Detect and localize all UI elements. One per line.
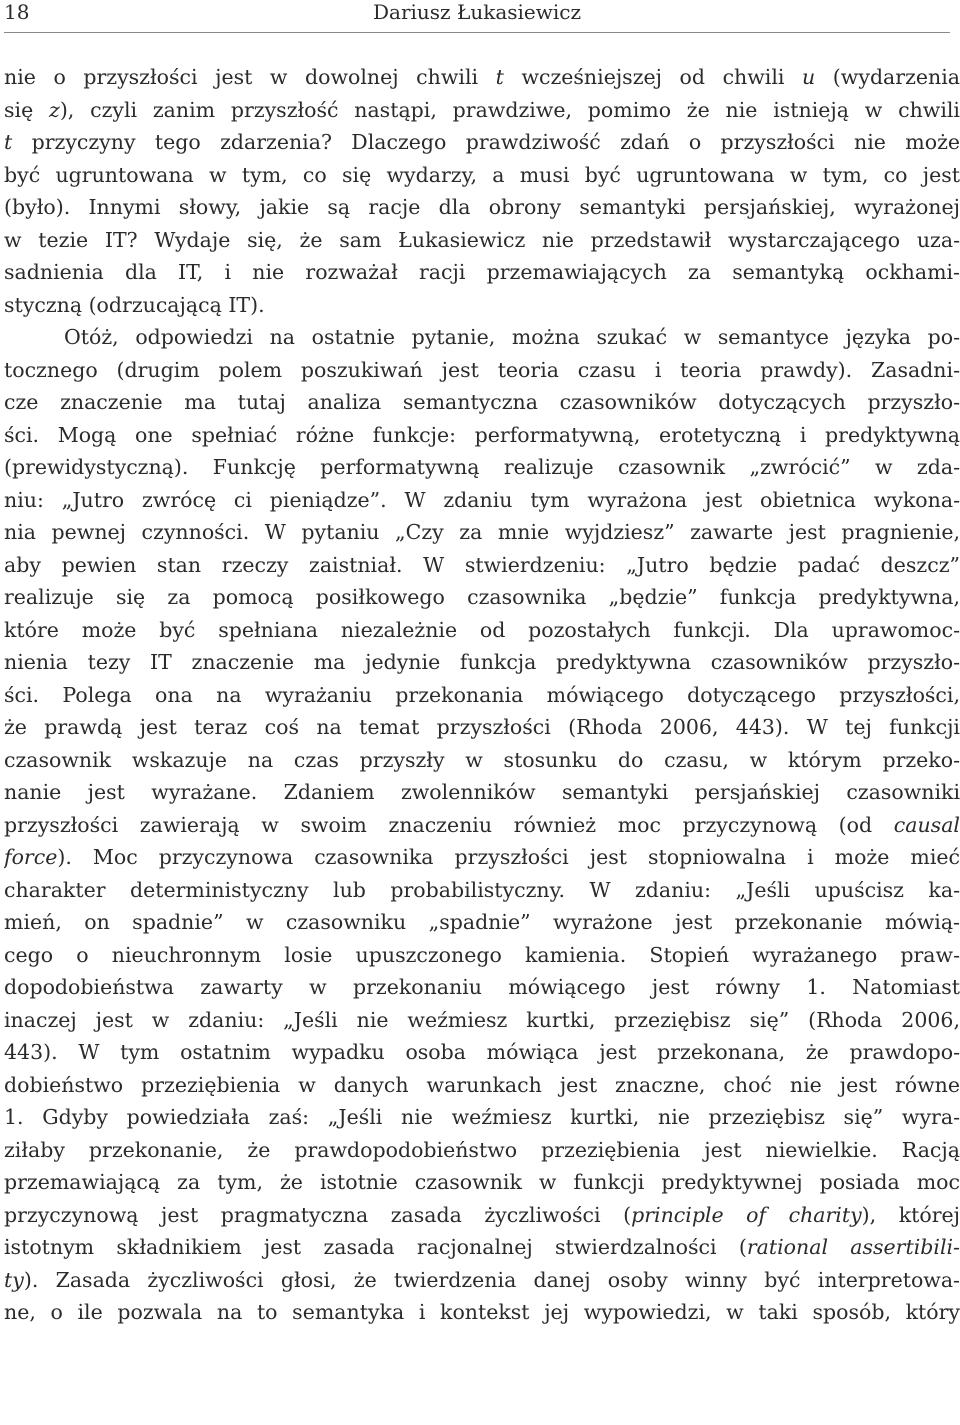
text-line: niu: „Jutro zwrócę ci pieniądze”. W zdaniu tym wyrażona jest obietnica wykona- xyxy=(4,487,960,512)
text-line: ści. Mogą one spełniać różne funkcje: performatywną, erotetyczną i predyktywną xyxy=(4,422,960,447)
text-line: nienia tezy IT znaczenie ma jedynie funkcja predyktywna czasowników przyszło- xyxy=(4,650,960,674)
text-line: tocznego (drugim polem poszukiwań jest teoria czasu i teoria prawdy). Zasadni- xyxy=(4,357,960,382)
text-line: ziłaby przekonanie, że prawdopodobieństwo przeziębienia jest niewielkie. Racją xyxy=(4,1137,960,1162)
running-head xyxy=(4,0,950,33)
page-number: 18 xyxy=(4,0,30,24)
text-line: że prawdą jest teraz coś na temat przyszłości (Rhoda 2006, 443). W tej funkcji xyxy=(4,715,960,739)
text-line: force). Moc przyczynowa czasownika przyszłości jest stopniowalna i może mieć xyxy=(4,845,960,869)
text-line: aby pewien stan rzeczy zaistniał. W stwierdzeniu: „Jutro będzie padać deszcz” xyxy=(4,552,960,577)
text-line: dopodobieństwa zawarty w przekonaniu mówiącego jest równy 1. Natomiast xyxy=(4,975,960,999)
text-line: nanie jest wyrażane. Zdaniem zwolenników semantyki persjańskiej czasowniki xyxy=(4,780,960,804)
text-line: ty). Zasada życzliwości głosi, że twierdzenia danej osoby winny być interpretowa- xyxy=(4,1267,960,1292)
text-line: realizuje się za pomocą posiłkowego czasownika „będzie” funkcja predyktywna, xyxy=(4,585,960,609)
text-line: czasownik wskazuje na czas przyszły w stosunku do czasu, w którym przeko- xyxy=(4,747,960,772)
text-line: nie o przyszłości jest w dowolnej chwili t wcześniejszej od chwili u (wydarzenia xyxy=(4,65,960,89)
running-head-author: Dariusz Łukasiewicz xyxy=(372,0,581,24)
text-line: które może być spełniana niezależnie od pozostałych funkcji. Dla uprawomoc- xyxy=(4,617,960,642)
paragraph-last-line: styczną (odrzucającą IT). xyxy=(4,292,265,317)
text-line: być ugruntowana w tym, co się wydarzy, a musi być ugruntowana w tym, co jest xyxy=(4,162,960,187)
text-line: mień, on spadnie” w czasowniku „spadnie” wyrażone jest przekonanie mówią- xyxy=(4,910,960,934)
text-line: przyczynową jest pragmatyczna zasada życzliwości (principle of charity), której xyxy=(4,1202,960,1227)
text-line: inaczej jest w zdaniu: „Jeśli nie weźmiesz kurtki, przeziębisz się” (Rhoda 2006, xyxy=(4,1007,960,1032)
text-line: przyszłości zawierają w swoim znaczeniu również moc przyczynową (od causal xyxy=(4,812,960,837)
text-line: istotnym składnikiem jest zasada racjonalnej stwierdzalności (rational assertibili- xyxy=(4,1235,960,1259)
text-line: 443). W tym ostatnim wypadku osoba mówiąca jest przekonana, że prawdopo- xyxy=(4,1040,960,1064)
text-line: (było). Innymi słowy, jakie są racje dla obrony semantyki persjańskiej, wyrażonej xyxy=(4,195,960,219)
text-line: 1. Gdyby powiedziała zaś: „Jeśli nie weźmiesz kurtki, nie przeziębisz się” wyra- xyxy=(4,1105,960,1129)
text-line: dobieństwo przeziębienia w danych warunkach jest znaczne, choć nie jest równe xyxy=(4,1072,960,1097)
paragraph-first-line: Otóż, odpowiedzi na ostatnie pytanie, można szukać w semantyce języka po- xyxy=(64,325,960,349)
text-line: sadnienia dla IT, i nie rozważał racji przemawiających za semantyką ockhami- xyxy=(4,260,960,284)
text-line: się z), czyli zanim przyszłość nastąpi, prawdziwe, pomimo że nie istnieją w chwili xyxy=(4,97,960,122)
text-line: cze znaczenie ma tutaj analiza semantyczna czasowników dotyczących przyszło- xyxy=(4,390,960,414)
text-line: cego o nieuchronnym losie upuszczonego kamienia. Stopień wyrażanego praw- xyxy=(4,942,960,967)
text-line: (prewidystyczną). Funkcję performatywną realizuje czasownik „zwrócić” w zda- xyxy=(4,455,960,479)
text-line: t przyczyny tego zdarzenia? Dlaczego prawdziwość zdań o przyszłości nie może xyxy=(4,130,960,154)
text-line: nia pewnej czynności. W pytaniu „Czy za mnie wyjdziesz” zawarte jest pragnienie, xyxy=(4,520,960,544)
text-line: ne, o ile pozwala na to semantyka i kontekst jej wypowiedzi, w taki sposób, który xyxy=(4,1300,960,1324)
body-text xyxy=(4,61,960,1329)
text-line: charakter deterministyczny lub probabilistyczny. W zdaniu: „Jeśli upuścisz ka- xyxy=(4,877,960,902)
text-line: ści. Polega ona na wyrażaniu przekonania mówiącego dotyczącego przyszłości, xyxy=(4,682,960,707)
text-line: przemawiającą za tym, że istotnie czasownik w funkcji predyktywnej posiada moc xyxy=(4,1170,960,1194)
text-line: w tezie IT? Wydaje się, że sam Łukasiewicz nie przedstawił wystarczającego uza- xyxy=(4,227,960,252)
